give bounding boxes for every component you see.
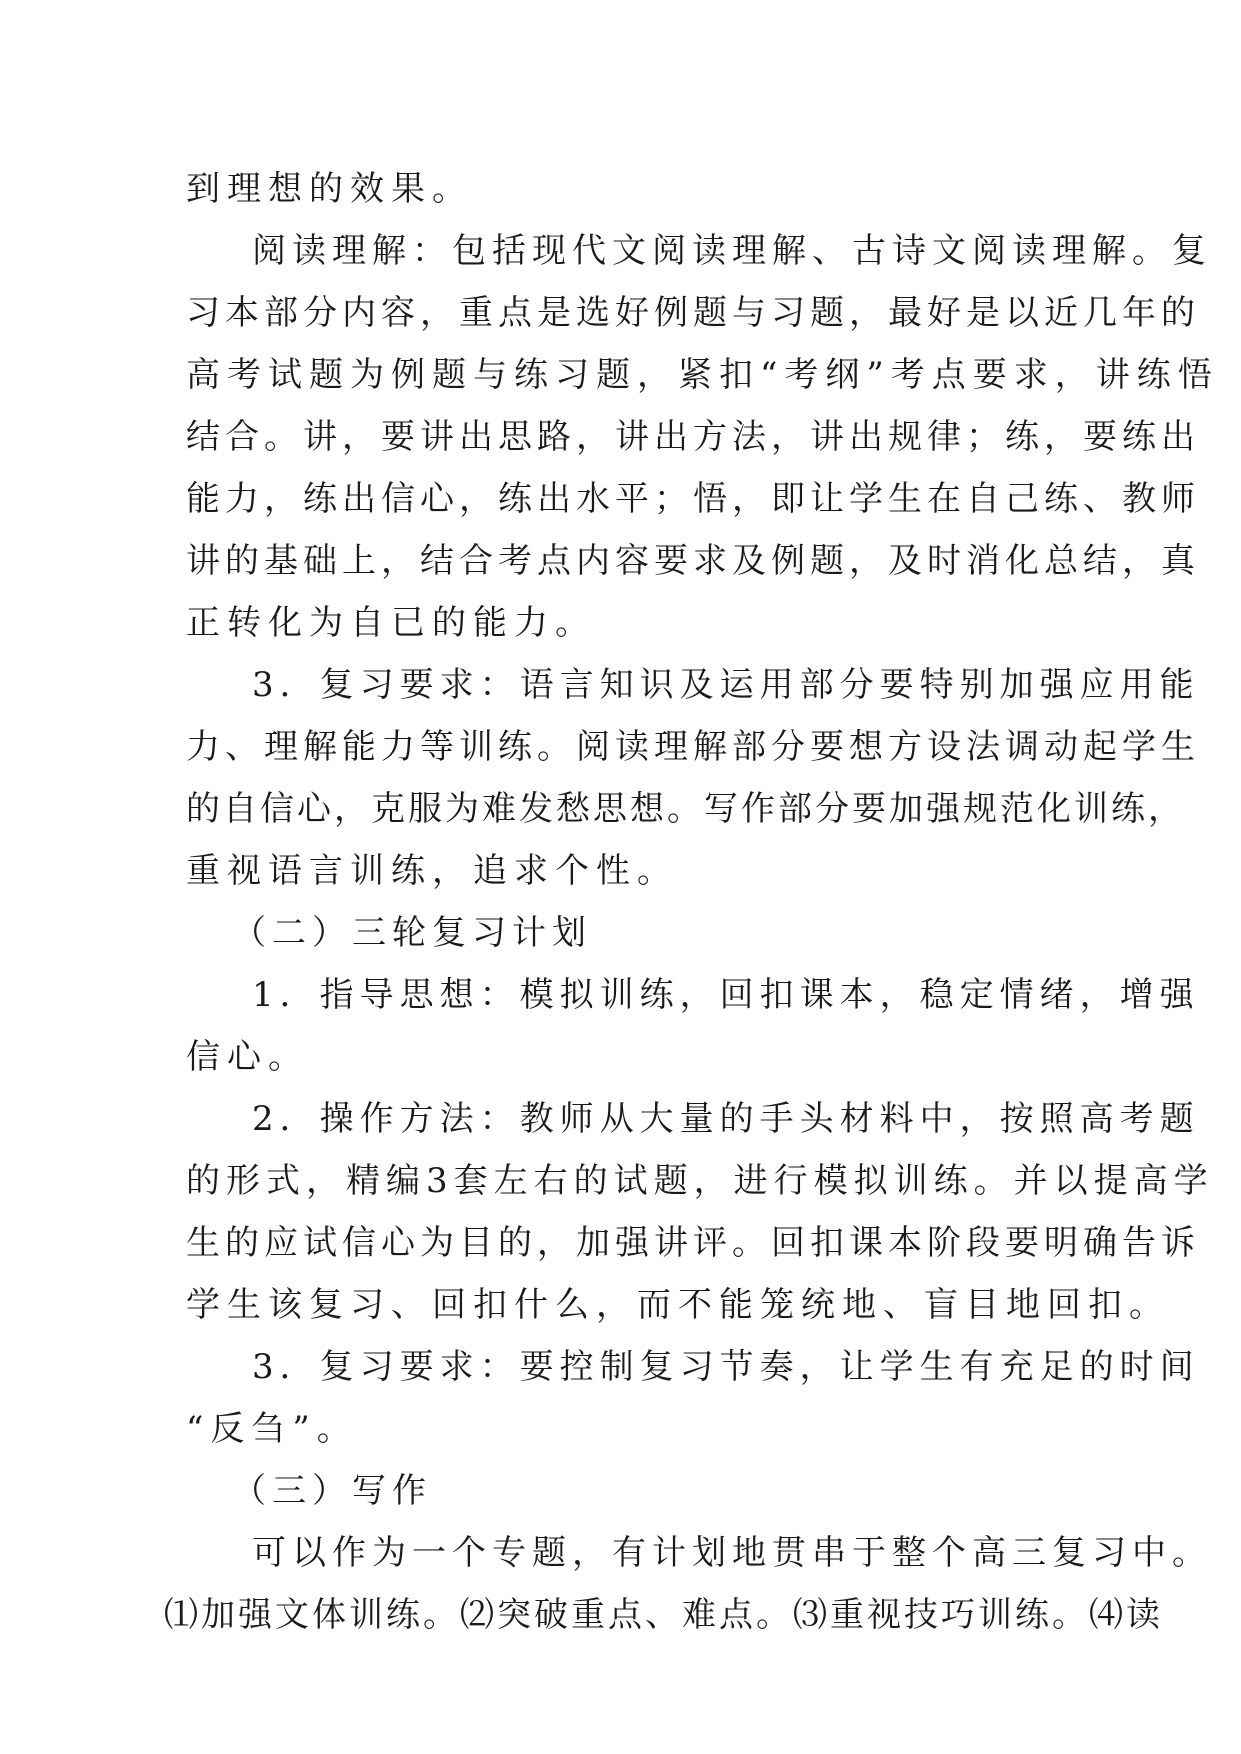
text-line: 2．操作方法：教师从大量的手头材料中，按照高考题 <box>252 1099 1200 1139</box>
text-line: 的自信心，克服为难发愁思想。写作部分要加强规范化训练， <box>186 789 1185 829</box>
text-line: ⑴加强文体训练。⑵突破重点、难点。⑶重视技巧训练。⑷读 <box>164 1595 1163 1635</box>
text-line: 的形式，精编3套左右的试题，进行模拟训练。并以提高学 <box>186 1161 1214 1201</box>
text-line: 3．复习要求：要控制复习节奏，让学生有充足的时间 <box>252 1347 1200 1387</box>
text-line: 3．复习要求：语言知识及运用部分要特别加强应用能 <box>252 665 1200 705</box>
section-heading: （三）写作 <box>232 1471 432 1511</box>
text-line: “反刍”。 <box>186 1409 358 1449</box>
text-line: 可以作为一个专题，有计划地贯串于整个高三复习中。 <box>252 1533 1212 1573</box>
text-line: 学生该复习、回扣什么，而不能笼统地、盲目地回扣。 <box>186 1285 1170 1325</box>
text-line: 到理想的效果。 <box>186 169 473 209</box>
text-line: 重视语言训练，追求个性。 <box>186 851 678 891</box>
text-line: 阅读理解：包括现代文阅读理解、古诗文阅读理解。复 <box>252 231 1212 271</box>
text-line: 习本部分内容，重点是选好例题与习题，最好是以近几年的 <box>186 293 1200 333</box>
text-line: 高考试题为例题与练习题，紧扣“考纲”考点要求，讲练悟 <box>186 355 1219 395</box>
text-line: 生的应试信心为目的，加强讲评。回扣课本阶段要明确告诉 <box>186 1223 1200 1263</box>
section-heading: （二）三轮复习计划 <box>232 913 592 953</box>
text-line: 讲的基础上，结合考点内容要求及例题，及时消化总结，真 <box>186 541 1200 581</box>
text-line: 能力，练出信心，练出水平；悟，即让学生在自己练、教师 <box>186 479 1200 519</box>
document-body <box>164 158 1219 1646</box>
text-line: 信心。 <box>186 1037 309 1077</box>
text-line: 1．指导思想：模拟训练，回扣课本，稳定情绪，增强 <box>252 975 1200 1015</box>
text-line: 结合。讲，要讲出思路，讲出方法，讲出规律；练，要练出 <box>186 417 1200 457</box>
text-line: 力、理解能力等训练。阅读理解部分要想方设法调动起学生 <box>186 727 1200 767</box>
text-line: 正转化为自已的能力。 <box>186 603 596 643</box>
